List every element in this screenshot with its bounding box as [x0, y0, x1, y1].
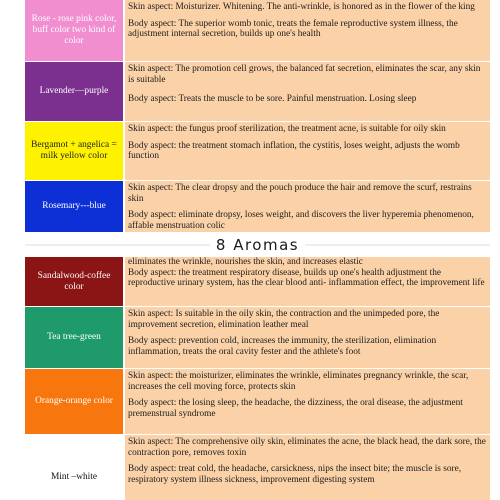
skin-aspect: Skin aspect: The comprehensive oily skin, eliminates the acne, the black head, the dark sore, the contraction pore, removes toxin [128, 437, 486, 458]
body-aspect: Body aspect: The superior womb tonic, treats the female reproductive system illness, the adjustment internal secretion, builds up one's health [128, 18, 458, 40]
aroma-description [123, 62, 490, 121]
skin-aspect: Skin aspect: The clear dropsy and the pouch produce the hair and remove the scurf, restrains skin [128, 183, 472, 204]
aroma-label: Tea tree-green [25, 307, 123, 368]
aroma-row-mint [25, 435, 490, 500]
aroma-label: Sandalwood-coffee color [25, 257, 123, 306]
aroma-row-sandalwood [25, 257, 490, 307]
aroma-description [123, 307, 490, 368]
body-aspect: Body aspect: Treats the muscle to be sore. Painful menstruation. Losing sleep [128, 94, 417, 105]
body-aspect: Body aspect: eliminate dropsy, loses weight, and discovers the liver hyperemia phenomenon, affable menstruation colic [128, 210, 474, 231]
body-aspect: Body aspect: treat cold, the headache, carsickness, nips the insect bite; the muscle is sore, respiratory system illness sickness, improvement digesting system [128, 464, 462, 485]
skin-aspect: Skin aspect: the moisturizer, eliminates the wrinkle, eliminates pregnancy wrinkle, the scar, increases the cell moving force, protects skin [128, 371, 469, 392]
skin-aspect: Skin aspect: Is suitable in the oily skin, the contraction and the unimpeded pore, the improvement secretion, elimination leather meal [128, 309, 440, 330]
body-aspect: Body aspect: prevention cold, increases the immunity, the sterilization, elimination inflammation, treats the oral cavity fester and the athlete's foot [128, 336, 437, 357]
aroma-description [123, 257, 490, 306]
aroma-row-lavender [25, 62, 490, 122]
skin-aspect: Skin aspect: The promotion cell grows, the balanced fat secretion, eliminates the scar, any skin is suitable [128, 64, 481, 85]
aroma-row-rose [25, 0, 490, 62]
aroma-label: Orange-orange color [25, 369, 123, 434]
aroma-description [123, 435, 490, 500]
skin-aspect: eliminates the wrinkle, nourishes the skin, and increases elastic [128, 257, 363, 267]
aroma-row-orange [25, 369, 490, 435]
body-aspect: Body aspect: the losing sleep, the headache, the dizziness, the oral disease, the adjustment premenstrual syndrome [128, 398, 463, 419]
skin-aspect: Skin aspect: Moisturizer. Whitening. The anti-wrinkle, is honored as in the flower of the king [128, 2, 475, 12]
banner-title: 8 Aromas [210, 236, 305, 254]
aroma-row-tea-tree [25, 307, 490, 369]
aroma-description [123, 181, 490, 232]
aroma-label: Lavender—purple [25, 62, 123, 121]
skin-aspect: Skin aspect: the fungus proof sterilization, the treatment acne, is suitable for oily skin [128, 124, 446, 134]
body-aspect: Body aspect: the treatment respiratory disease, builds up one's health adjustment the reproductive urinary system, has the clear blood anti- inflammation effect, the improvement life [128, 267, 485, 289]
aroma-description [123, 0, 490, 61]
aromas-banner [25, 233, 490, 257]
aroma-label: Rose - rose pink color, buff color two kind of color [25, 0, 123, 61]
aroma-label: Rosemary---blue [25, 181, 123, 232]
aroma-label: Bergamot + angelica = milk yellow color [25, 122, 123, 180]
aroma-row-rosemary [25, 181, 490, 233]
aroma-description [123, 122, 490, 180]
aroma-description [123, 369, 490, 434]
aroma-row-bergamot [25, 122, 490, 181]
body-aspect: Body aspect: the treatment stomach inflation, the cystitis, loses weight, adjusts the womb function [128, 140, 460, 162]
aroma-label: Mint –white [25, 435, 123, 500]
